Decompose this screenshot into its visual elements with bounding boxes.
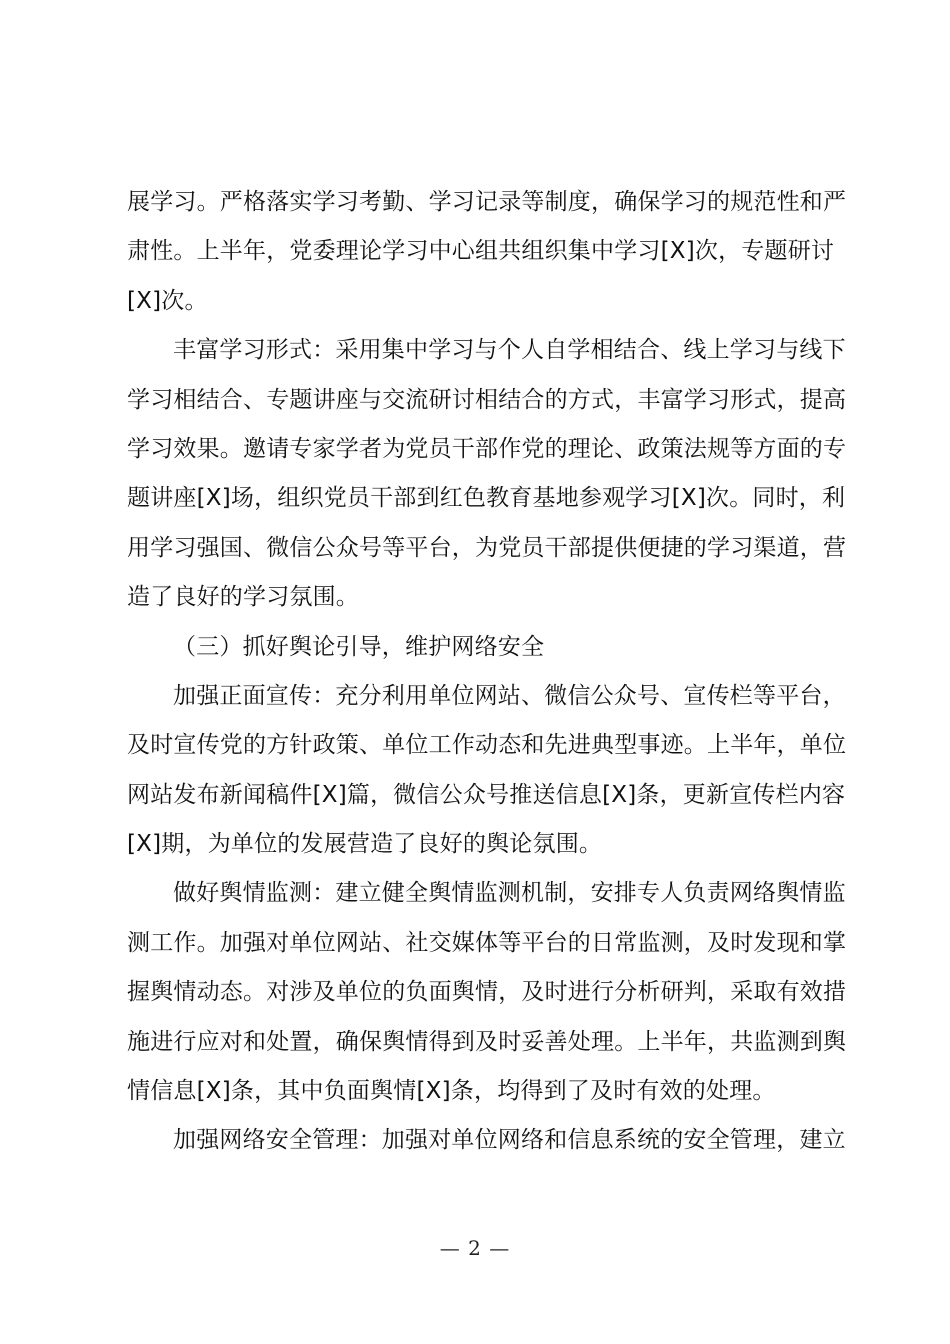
text-line: 展学习。严格落实学习考勤、学习记录等制度，确保学习的规范性和严 (127, 189, 847, 215)
text-line: 用学习强国、微信公众号等平台，为党员干部提供便捷的学习渠道，营 (127, 534, 847, 561)
text-line: 测工作。加强对单位网站、社交媒体等平台的日常监测，及时发现和掌 (127, 929, 847, 956)
text-line: 加强网络安全管理：加强对单位网络和信息系统的安全管理，建立 (173, 1127, 846, 1154)
text-line: 肃性。上半年，党委理论学习中心组共组织集中学习[X]次，专题研讨 (127, 238, 835, 265)
text-line: 做好舆情监测：建立健全舆情监测机制，安排专人负责网络舆情监 (173, 880, 846, 907)
text-line: 丰富学习形式：采用集中学习与个人自学相结合、线上学习与线下 (173, 337, 846, 364)
document-body (127, 178, 847, 1166)
text-line: 及时宣传党的方针政策、单位工作动态和先进典型事迹。上半年，单位 (127, 732, 847, 759)
text-line: [X]次。 (127, 287, 208, 314)
text-line: [X]期，为单位的发展营造了良好的舆论氛围。 (127, 831, 603, 858)
section-heading (127, 623, 833, 672)
text-line: 题讲座[X]场，组织党员干部到红色教育基地参观学习[X]次。同时，利 (127, 485, 846, 512)
paragraph (127, 326, 847, 622)
page-number: — 2 — (439, 1236, 511, 1260)
text-line: 加强正面宣传：充分利用单位网站、微信公众号、宣传栏等平台， (173, 682, 846, 709)
paragraph (127, 869, 847, 1116)
paragraph (127, 672, 847, 870)
text-line: 情信息[X]条，其中负面舆情[X]条，均得到了及时有效的处理。 (127, 1078, 776, 1105)
text-line: 网站发布新闻稿件[X]篇，微信公众号推送信息[X]条，更新宣传栏内容 (127, 781, 846, 808)
text-line: （三）抓好舆论引导，维护网络安全 (173, 633, 545, 660)
paragraph (127, 1116, 846, 1165)
paragraph (127, 178, 847, 326)
text-line: 学习相结合、专题讲座与交流研讨相结合的方式，丰富学习形式，提高 (127, 386, 847, 413)
text-line: 学习效果。邀请专家学者为党员干部作党的理论、政策法规等方面的专 (127, 435, 847, 462)
text-line: 握舆情动态。对涉及单位的负面舆情，及时进行分析研判，采取有效措 (127, 979, 847, 1006)
text-line: 造了良好的学习氛围。 (127, 584, 359, 611)
text-line: 施进行应对和处置，确保舆情得到及时妥善处理。上半年，共监测到舆 (127, 1028, 847, 1055)
